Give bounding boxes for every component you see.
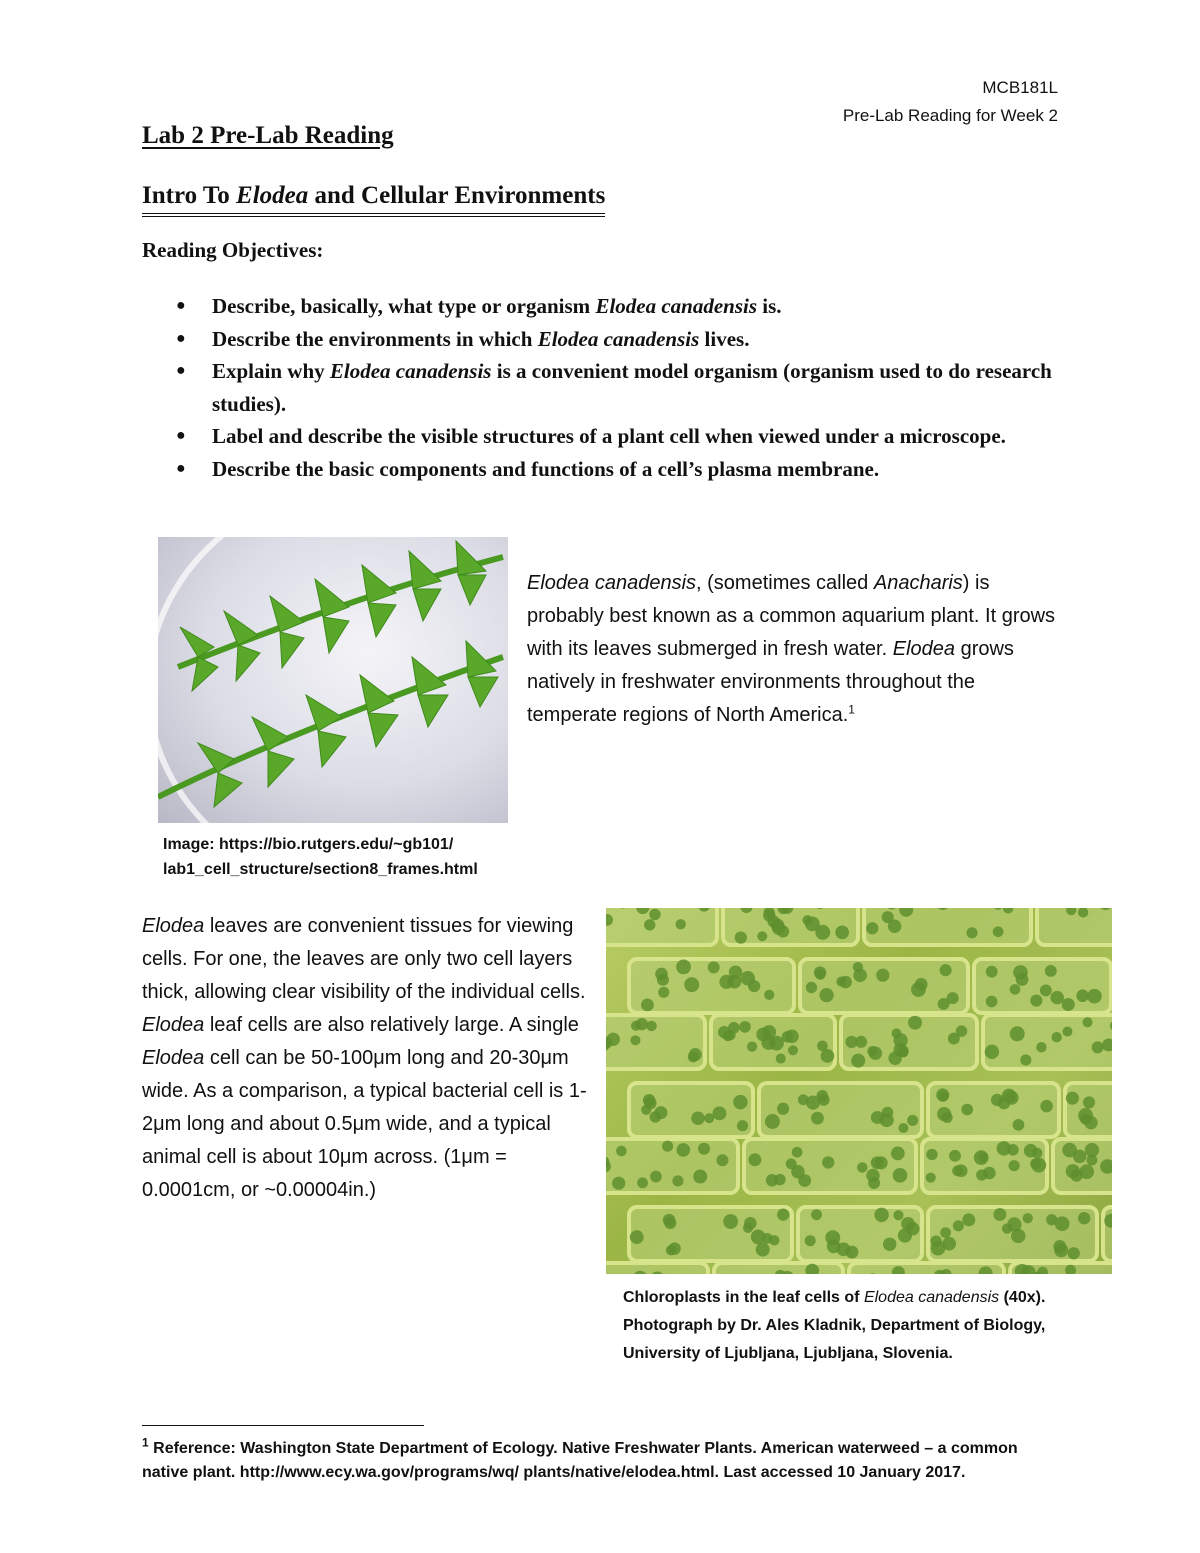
chloroplast-dot	[630, 1035, 640, 1045]
image-caption-2	[623, 1284, 1093, 1368]
footnote-text: Reference: Washington State Department of Ecology. Native Freshwater Plants. American waterweed – a common native plant. http://www.ecy.wa.gov/programs/wq/ plants/native/elodea.html. Last accessed 10 January 2017.	[142, 1440, 1018, 1481]
chloroplast-dot	[926, 1173, 936, 1183]
chloroplast-dot	[762, 1025, 776, 1039]
bullet-icon: ●	[176, 362, 186, 379]
chloroplast-dot	[947, 992, 959, 1004]
caption-2-italic: Elodea canadensis	[863, 1289, 1000, 1306]
chloroplast-dot	[725, 1030, 736, 1041]
chloroplast-dot	[822, 1156, 834, 1168]
chloroplast-dot	[666, 1245, 676, 1255]
chloroplast-dot	[815, 925, 830, 940]
chloroplast-dot	[691, 1112, 704, 1125]
chloroplast-dot	[868, 1177, 880, 1189]
objective-item	[176, 453, 1056, 486]
chloroplast-dot	[1083, 1096, 1095, 1108]
chloroplast-dot	[716, 1154, 728, 1166]
chloroplast-dot	[1045, 965, 1057, 977]
caption-1-line: Image: https://bio.rutgers.edu/~gb101/	[163, 836, 454, 853]
chloroplast-dot	[650, 1171, 662, 1183]
running-header	[843, 74, 1058, 130]
para-italic: Anacharis	[873, 572, 963, 594]
chloroplast-dot	[1062, 998, 1075, 1011]
chloroplast-dot	[630, 1230, 644, 1244]
para-italic: Elodea	[892, 638, 956, 660]
chloroplast-dot	[1009, 1160, 1020, 1171]
chloroplast-dot	[961, 1104, 973, 1116]
chloroplast-dot	[767, 915, 779, 927]
chloroplast-micrograph	[606, 908, 1112, 1274]
chloroplast-dot	[641, 999, 654, 1012]
chloroplast-dot	[631, 1021, 641, 1031]
chloroplast-dot	[816, 1090, 828, 1102]
chloroplast-dot	[827, 1240, 841, 1254]
chloroplast-dot	[1016, 973, 1029, 986]
chloroplast-dot	[993, 926, 1004, 937]
objective-italic: Elodea canadensis	[537, 326, 700, 351]
chloroplast-dot	[644, 919, 655, 930]
footnote	[142, 1437, 1062, 1485]
chloroplast-dot	[1082, 1017, 1092, 1027]
objective-text: Describe, basically, what type or organism	[212, 294, 596, 318]
chloroplast-dot	[978, 1152, 988, 1162]
chloroplast-dot	[1046, 1214, 1057, 1225]
chloroplast-dot	[662, 1141, 673, 1152]
chloroplast-dot	[892, 1028, 902, 1038]
chloroplast-dot	[1051, 1032, 1061, 1042]
chloroplast-dot	[612, 1177, 625, 1190]
chloroplast-dot	[756, 1243, 770, 1257]
chloroplast-dot	[811, 1209, 822, 1220]
objective-text: is a convenient model organism (organism used to do research studies).	[212, 359, 1052, 416]
chloroplast-dot	[851, 1054, 865, 1068]
chloroplast-dot	[875, 1156, 888, 1169]
chloroplast-dot	[1050, 991, 1064, 1005]
chloroplast-dot	[1040, 1100, 1053, 1113]
chloroplast-dot	[747, 1041, 757, 1051]
chloroplast-dot	[719, 975, 733, 989]
elodea-plant-illustration	[158, 537, 508, 823]
chloroplast-dot	[1005, 1091, 1019, 1105]
chloroplast-dot	[953, 1220, 964, 1231]
section-title	[142, 180, 605, 217]
para-italic: Elodea	[142, 915, 205, 937]
chloroplast-dot	[991, 1094, 1003, 1106]
chloroplast-dot	[616, 1146, 627, 1157]
chloroplast-dot	[1066, 1092, 1079, 1105]
chloroplast-dot	[940, 1227, 951, 1238]
chloroplast-dot	[874, 1208, 888, 1222]
chloroplast-dot	[733, 1095, 747, 1109]
chloroplast-dot	[976, 1169, 987, 1180]
footnote-marker: 1	[142, 1435, 149, 1450]
chloroplast-dot	[817, 1040, 828, 1051]
chloroplast-dot	[993, 1208, 1006, 1221]
para-italic: Elodea	[142, 1014, 205, 1036]
chloroplast-dot	[949, 1150, 961, 1162]
objective-item	[176, 420, 1056, 453]
chloroplast-dot	[798, 1094, 809, 1105]
chloroplast-dot	[739, 1021, 751, 1033]
para-text: leaves are convenient tissues for viewing cells. For one, the leaves are only two cell layers thick, allowing clear visibility of the individual cells.	[142, 915, 586, 1003]
page-title: Lab 2 Pre-Lab Reading	[142, 122, 394, 149]
chloroplast-dot	[1070, 1169, 1082, 1181]
chloroplast-dot	[802, 915, 812, 925]
chloroplast-dot	[819, 988, 833, 1002]
image-caption-1	[163, 832, 478, 882]
caption-2-text: (40x). Photograph by Dr. Ales Kladnik, Department of Biology, University of Ljubljana, Ljubljana, Slovenia.	[623, 1289, 1046, 1362]
para-text: grows natively in freshwater environments throughout the temperate regions of North America.	[527, 638, 1014, 726]
chloroplast-dot	[908, 1016, 922, 1030]
chloroplast-dot	[1013, 1119, 1025, 1131]
chloroplast-dot	[857, 1162, 867, 1172]
chloroplast-dot	[1024, 1144, 1038, 1158]
bullet-icon: ●	[176, 459, 186, 477]
chloroplast-dot	[776, 1053, 786, 1063]
chloroplast-dot	[853, 968, 867, 982]
chloroplast-dot	[792, 1147, 803, 1158]
chloroplast-dot	[676, 959, 691, 974]
chloroplast-dot	[1031, 1158, 1046, 1173]
objective-item	[176, 290, 1056, 323]
bullet-icon: ●	[176, 329, 186, 347]
chloroplast-dot	[997, 1141, 1011, 1155]
chloroplast-dot	[911, 982, 926, 997]
chloroplast-dot	[693, 1170, 707, 1184]
chloroplast-dot	[1092, 1041, 1104, 1053]
chloroplast-dot	[866, 922, 878, 934]
chloroplast-dot	[1020, 1054, 1031, 1065]
chloroplast-dot	[891, 1147, 905, 1161]
chloroplast-dot	[936, 1088, 949, 1101]
footnote-reference-link[interactable]: 1	[848, 702, 855, 717]
chloroplast-dot	[785, 1029, 799, 1043]
chloroplast-dot	[952, 1165, 963, 1176]
chloroplast-dot	[937, 1107, 951, 1121]
objective-italic: Elodea canadensis	[329, 359, 492, 383]
chloroplast-dot	[1007, 1217, 1021, 1231]
chloroplast-dot	[751, 1230, 766, 1245]
objectives-heading: Reading Objectives:	[142, 238, 324, 262]
objective-text: Describe the environments in which	[212, 326, 538, 351]
objective-text: Describe the basic components and functions of a cell’s plasma membrane.	[212, 456, 880, 481]
para-text: cell can be 50-100μm long and 20-30μm wide. As a comparison, a typical bacterial cell is 1-2μm long and about 0.5μm wide, and a typical animal cell is about 10μm across. (1μm = 0.0001cm, or ~0.00004in.)	[142, 1047, 587, 1201]
caption-1-line: lab1_cell_structure/section8_frames.html	[163, 861, 478, 878]
chloroplast-dot	[637, 1177, 648, 1188]
chloroplast-dot	[901, 1217, 915, 1231]
chloroplast-dot	[940, 964, 952, 976]
chloroplast-dot	[688, 1052, 699, 1063]
chloroplast-dot	[1036, 1042, 1046, 1052]
para-italic: Elodea canadensis	[527, 572, 697, 594]
chloroplast-dot	[871, 1111, 884, 1124]
chloroplast-dot	[893, 1168, 908, 1183]
chloroplast-dot	[607, 1033, 620, 1046]
chloroplast-dot	[867, 1046, 878, 1057]
objectives-list	[176, 290, 1056, 485]
para-text: leaf cells are also relatively large. A single	[204, 1014, 579, 1036]
chloroplast-dot	[764, 990, 774, 1000]
chloroplast-dot	[672, 1175, 683, 1186]
section-title-italic: Elodea	[236, 182, 309, 209]
elodea-plant-photo	[158, 537, 508, 823]
chloroplast-dot	[663, 1214, 676, 1227]
para-text: , (sometimes called	[696, 572, 874, 594]
chloroplast-dot	[1010, 984, 1021, 995]
chloroplast-dot	[835, 926, 849, 940]
chloroplast-dot	[962, 1213, 975, 1226]
objective-text: Explain why	[212, 359, 330, 383]
chloroplast-dot	[1062, 1027, 1072, 1037]
chloroplast-dot	[893, 1210, 903, 1220]
header-subtitle: Pre-Lab Reading for Week 2	[842, 106, 1058, 125]
chloroplast-dot	[948, 1033, 960, 1045]
chloroplast-dot	[650, 1111, 661, 1122]
footnote-divider	[142, 1425, 424, 1426]
chloroplast-dot	[907, 1115, 918, 1126]
chloroplast-dot	[740, 971, 755, 986]
paragraph-intro	[527, 567, 1067, 732]
chloroplast-dot	[845, 1036, 857, 1048]
chloroplast-dot	[986, 966, 998, 978]
chloroplast-dot	[805, 1235, 816, 1246]
bullet-icon: ●	[176, 427, 186, 444]
chloroplast-dot	[1084, 1116, 1097, 1129]
chloroplast-dot	[883, 1237, 896, 1250]
chloroplast-dot	[677, 1143, 691, 1157]
chloroplast-dot	[644, 1097, 657, 1110]
chloroplast-dot	[1068, 1247, 1080, 1259]
chloroplast-dot	[898, 1123, 908, 1133]
chloroplast-dot	[658, 987, 669, 998]
chloroplast-dot	[966, 927, 977, 938]
objective-item	[176, 355, 1056, 420]
objective-text: Label and describe the visible structures of a plant cell when viewed under a microscope.	[212, 424, 1006, 448]
chloroplast-dot	[777, 1103, 789, 1115]
chloroplast-dot	[811, 1112, 824, 1125]
chloroplast-dot	[765, 1114, 780, 1129]
chloroplast-dot	[744, 1217, 757, 1230]
objective-text: is.	[757, 294, 782, 318]
chloroplast-dot	[777, 1208, 789, 1220]
chloroplast-dot	[876, 969, 889, 982]
paragraph-cells	[142, 910, 590, 1207]
chloroplast-dot	[931, 1241, 946, 1256]
plant-cell-shape	[606, 908, 717, 945]
chloroplast-dot	[698, 1143, 710, 1155]
chloroplast-dot	[1023, 1213, 1033, 1223]
section-title-part: Intro To	[142, 182, 237, 209]
chloroplast-dot	[1053, 1240, 1066, 1253]
chloroplast-dot	[806, 982, 817, 993]
chloroplast-dot	[815, 969, 826, 980]
chloroplast-dot	[985, 1045, 999, 1059]
section-title-part: and Cellular Environments	[308, 182, 606, 209]
chloroplast-dot	[774, 1174, 785, 1185]
para-italic: Elodea	[142, 1047, 205, 1069]
chloroplast-dot	[1030, 994, 1042, 1006]
chloroplast-dot	[786, 1158, 797, 1169]
chloroplast-dot	[888, 1052, 901, 1065]
chloroplast-dot	[1078, 1212, 1090, 1224]
chloroplast-dot	[735, 931, 747, 943]
plant-cell-shape	[983, 1015, 1112, 1069]
chloroplast-dot	[788, 1045, 798, 1055]
objective-italic: Elodea canadensis	[595, 294, 758, 318]
chloroplast-dot	[1062, 1143, 1077, 1158]
header-course: MCB181L	[982, 78, 1058, 97]
para-text: ) is probably best known as a common aquarium plant. It grows with its leaves submerged in fresh water.	[527, 572, 1056, 660]
chloroplast-dot	[684, 977, 699, 992]
chloroplast-dot	[1010, 1026, 1025, 1041]
chloroplast-dot	[1040, 984, 1052, 996]
chloroplast-dot	[646, 1021, 656, 1031]
objective-item	[176, 323, 1056, 356]
chloroplast-dot	[708, 961, 720, 973]
chloroplast-dot	[1076, 989, 1089, 1002]
chloroplast-dot	[769, 1235, 779, 1245]
chloroplast-dot	[926, 1149, 937, 1160]
chloroplast-dot	[657, 974, 669, 986]
chloroplast-dot	[723, 1214, 738, 1229]
caption-2-text: Chloroplasts in the leaf cells of	[623, 1289, 864, 1306]
chloroplast-dot	[675, 919, 685, 929]
chloroplast-dot	[836, 977, 846, 987]
chloroplast-dot	[1086, 1155, 1097, 1166]
chloroplast-dot	[649, 909, 660, 920]
chloroplast-dot	[882, 911, 894, 923]
bullet-icon: ●	[176, 297, 186, 314]
chloroplast-dot	[1087, 989, 1102, 1004]
leaf-cells-illustration	[606, 908, 1112, 1274]
chloroplast-dot	[748, 1153, 761, 1166]
chloroplast-dot	[986, 996, 998, 1008]
objective-text: lives.	[699, 326, 750, 351]
chloroplast-dot	[713, 1106, 727, 1120]
chloroplast-dot	[757, 931, 767, 941]
chloroplast-dot	[737, 1120, 748, 1131]
